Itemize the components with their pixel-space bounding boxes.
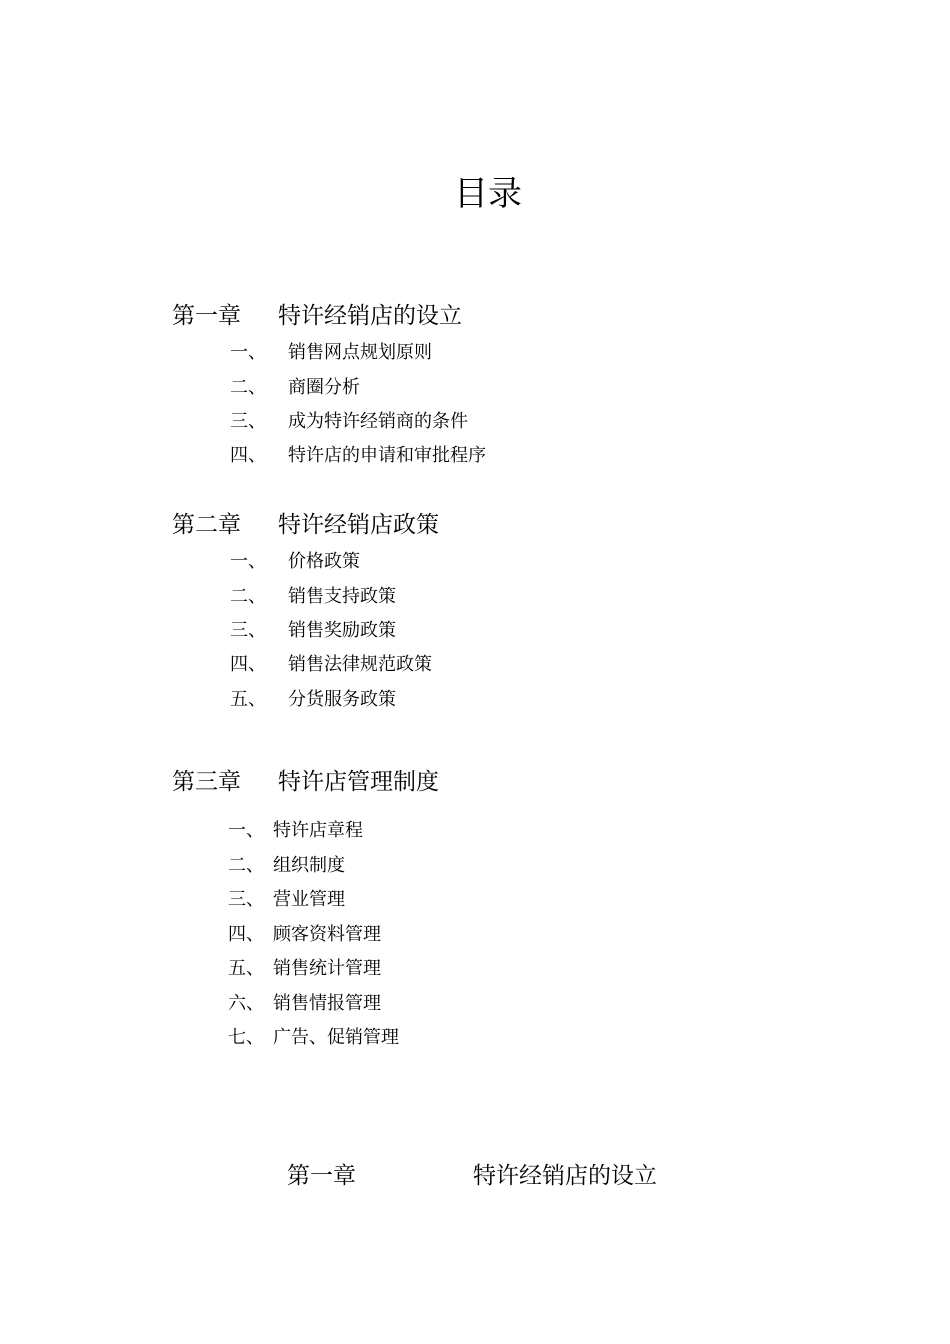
item-index: 三、 (230, 620, 266, 641)
toc-item (228, 992, 381, 1016)
item-index: 二、 (230, 586, 266, 607)
toc-item (230, 410, 468, 434)
toc-chapter-2 (172, 510, 439, 540)
toc-item (228, 854, 345, 878)
item-text: 销售网点规划原则 (288, 342, 432, 363)
item-text: 成为特许经销商的条件 (288, 411, 468, 432)
toc-item (228, 923, 381, 947)
item-index: 四、 (230, 654, 266, 675)
item-text: 销售统计管理 (273, 958, 381, 979)
toc-item (228, 819, 363, 843)
toc-item (230, 653, 432, 677)
item-index: 七、 (228, 1027, 264, 1048)
item-text: 特许店的申请和审批程序 (288, 445, 486, 466)
item-text: 营业管理 (273, 889, 345, 910)
item-text: 销售奖励政策 (288, 620, 396, 641)
chapter-title: 特许经销店政策 (278, 512, 439, 538)
item-text: 价格政策 (288, 551, 360, 572)
toc-item (228, 957, 381, 981)
item-text: 组织制度 (273, 855, 345, 876)
toc-item (230, 688, 396, 712)
toc-item (230, 585, 396, 609)
item-index: 三、 (228, 889, 264, 910)
item-text: 销售支持政策 (288, 586, 396, 607)
item-index: 五、 (228, 958, 264, 979)
chapter-title: 特许店管理制度 (278, 769, 439, 795)
item-text: 顾客资料管理 (273, 924, 381, 945)
toc-chapter-1 (172, 301, 462, 331)
toc-item (230, 444, 486, 468)
body-chapter-number: 第一章 (287, 1163, 356, 1189)
toc-item (230, 550, 360, 574)
item-index: 二、 (228, 855, 264, 876)
toc-item (230, 341, 432, 365)
chapter-number: 第一章 (172, 303, 241, 329)
toc-item (230, 619, 396, 643)
item-text: 销售法律规范政策 (288, 654, 432, 675)
toc-item (228, 888, 345, 912)
chapter-number: 第二章 (172, 512, 241, 538)
item-index: 六、 (228, 993, 264, 1014)
item-text: 商圈分析 (288, 377, 360, 398)
item-index: 一、 (228, 820, 264, 841)
item-text: 销售情报管理 (273, 993, 381, 1014)
item-index: 二、 (230, 377, 266, 398)
item-text: 特许店章程 (273, 820, 363, 841)
item-text: 广告、促销管理 (273, 1027, 399, 1048)
item-index: 一、 (230, 551, 266, 572)
body-chapter-title: 特许经销店的设立 (473, 1163, 657, 1189)
item-index: 三、 (230, 411, 266, 432)
item-index: 一、 (230, 342, 266, 363)
toc-chapter-3 (172, 767, 439, 797)
item-index: 四、 (228, 924, 264, 945)
item-index: 四、 (230, 445, 266, 466)
chapter-title: 特许经销店的设立 (278, 303, 462, 329)
item-text: 分货服务政策 (288, 689, 396, 710)
item-index: 五、 (230, 689, 266, 710)
toc-item (230, 376, 360, 400)
chapter-number: 第三章 (172, 769, 241, 795)
page-title: 目录 (454, 174, 522, 214)
toc-item (228, 1026, 399, 1050)
